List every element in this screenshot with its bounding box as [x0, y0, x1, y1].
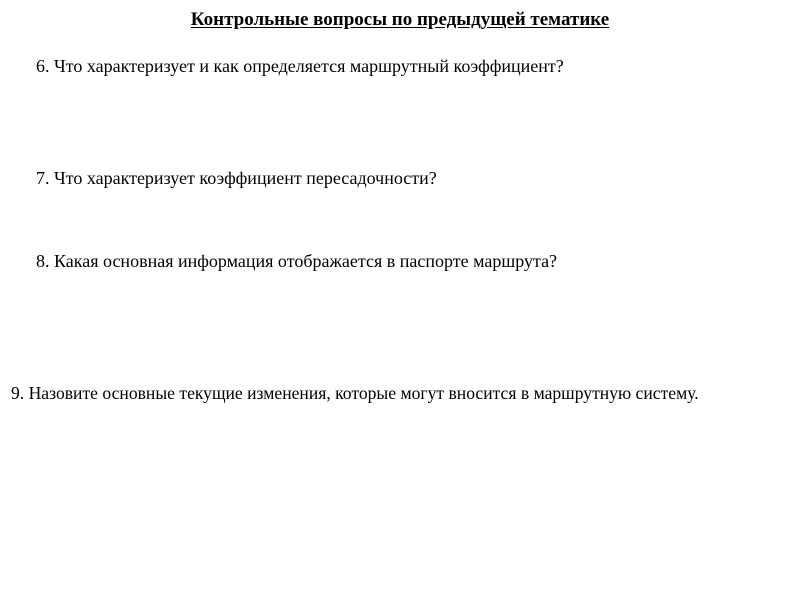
question-9: 9. Назовите основные текущие изменения, которые могут вносится в маршрутную систему.	[11, 383, 699, 403]
question-7: 7. Что характеризует коэффициент пересадочности?	[36, 168, 437, 188]
question-6: 6. Что характеризует и как определяется маршрутный коэффициент?	[36, 56, 564, 76]
slide-title: Контрольные вопросы по предыдущей тематике	[190, 9, 610, 30]
question-8: 8. Какая основная информация отображается в паспорте маршрута?	[36, 251, 558, 271]
